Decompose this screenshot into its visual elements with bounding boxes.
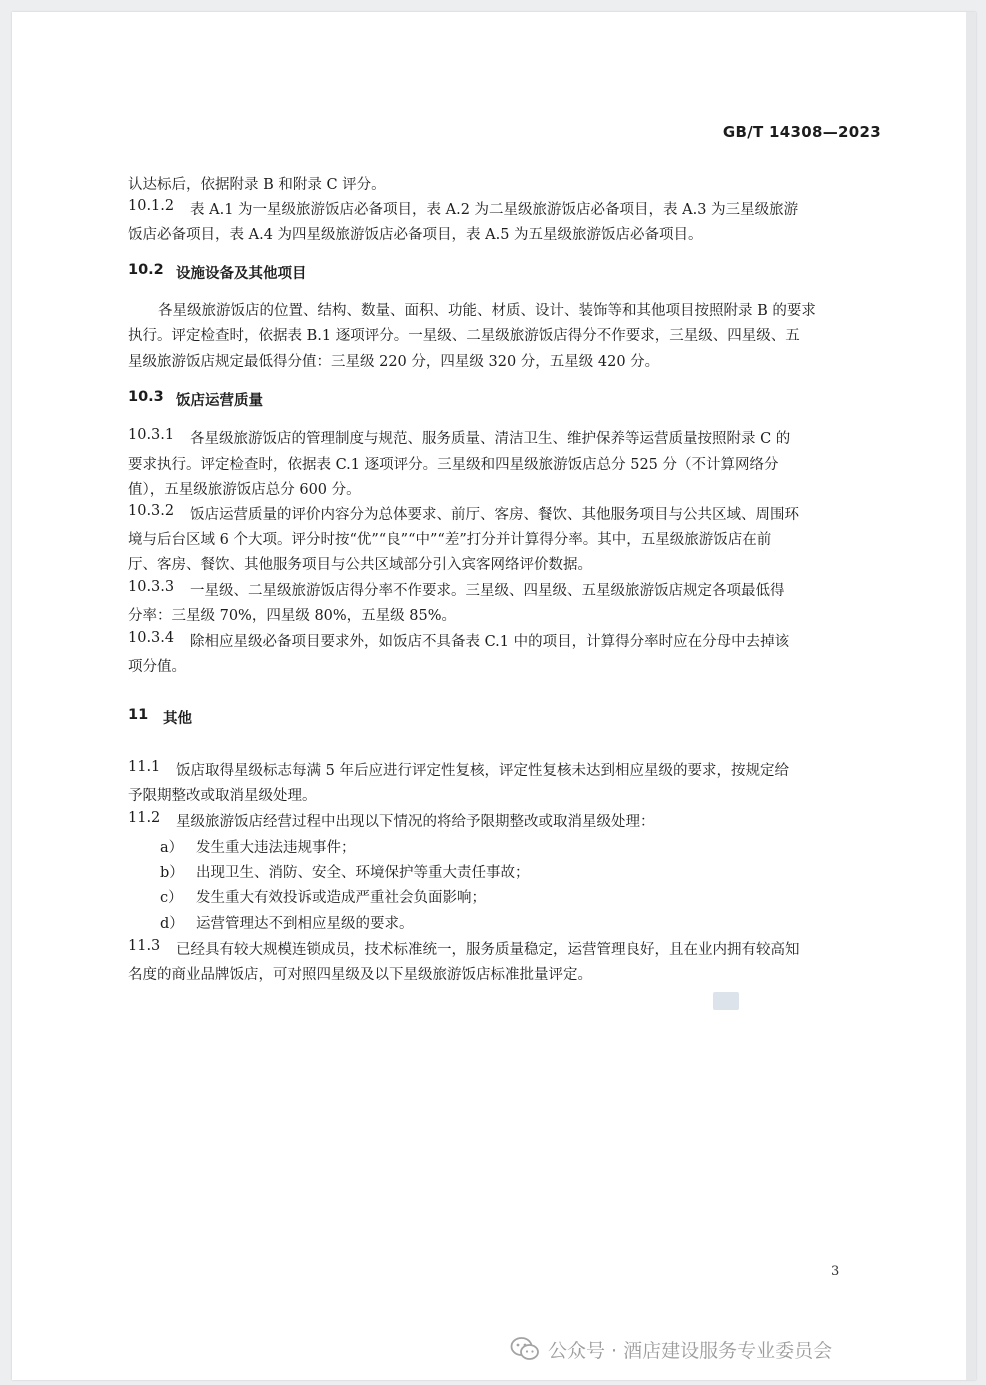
footer-text: 公众号 · 酒店建设服务专业委员会 xyxy=(548,1339,833,1362)
body-line: 饭店必备项目，表 A.4 为四星级旅游饭店必备项目，表 A.5 为五星级旅游饭店必备项目。 xyxy=(128,227,703,243)
page-number: 3 xyxy=(831,1264,840,1279)
list-item: 运营管理达不到相应星级的要求。 xyxy=(196,916,414,932)
chapter-number: 11 xyxy=(128,707,149,723)
wechat-icon xyxy=(510,1336,540,1362)
body-line: 饭店运营质量的评价内容分为总体要求、前厅、客房、餐饮、其他服务项目与公共区域、周围环 xyxy=(190,507,799,523)
body-line: 认达标后，依据附录 B 和附录 C 评分。 xyxy=(128,177,386,193)
body-line: 各星级旅游饭店的管理制度与规范、服务质量、清洁卫生、维护保养等运营质量按照附录 C 的 xyxy=(190,431,791,447)
clause-number: 10.3.2 xyxy=(128,503,175,519)
body-line: 项分值。 xyxy=(128,659,186,675)
clause-number: 11.3 xyxy=(128,938,161,954)
list-marker: b） xyxy=(160,865,184,881)
clause-number: 11.2 xyxy=(128,810,161,826)
list-item: 发生重大违法违规事件； xyxy=(196,840,356,856)
list-item: 出现卫生、消防、安全、环境保护等重大责任事故； xyxy=(196,865,530,881)
section-number: 10.2 xyxy=(128,262,164,278)
body-line: 境与后台区域 6 个大项。评分时按“优”“良”“中”“差”打分并计算得分率。其中，五星级旅游饭店在前 xyxy=(128,532,772,548)
section-heading: 设施设备及其他项目 xyxy=(176,266,307,282)
list-marker: a） xyxy=(160,840,184,856)
body-line: 要求执行。评定检查时，依据表 C.1 逐项评分。三星级和四星级旅游饭店总分 525 分（不计算网络分 xyxy=(128,457,779,473)
watermark-footer xyxy=(510,1332,832,1366)
body-line: 星级旅游饭店经营过程中出现以下情况的将给予限期整改或取消星级处理： xyxy=(176,814,655,830)
body-line: 已经具有较大规模连锁成员，技术标准统一，服务质量稳定，运营管理良好，且在业内拥有较高知 xyxy=(176,942,800,958)
faint-stamp-mark xyxy=(713,992,739,1010)
body-line: 各星级旅游饭店的位置、结构、数量、面积、功能、材质、设计、装饰等和其他项目按照附录 B 的要求 xyxy=(158,303,816,319)
body-line: 表 A.1 为一星级旅游饭店必备项目，表 A.2 为二星级旅游饭店必备项目，表 A.3 为三星级旅游 xyxy=(190,202,799,218)
chapter-heading: 其他 xyxy=(163,711,192,727)
page-edge xyxy=(966,12,976,1380)
list-item: 发生重大有效投诉或造成严重社会负面影响； xyxy=(196,890,486,906)
clause-number: 10.3.1 xyxy=(128,427,175,443)
section-heading: 饭店运营质量 xyxy=(176,393,263,409)
body-line: 厅、客房、餐饮、其他服务项目与公共区域部分引入宾客网络评价数据。 xyxy=(128,557,592,573)
list-marker: c） xyxy=(160,890,183,906)
list-marker: d） xyxy=(160,916,184,932)
body-line: 一星级、二星级旅游饭店得分率不作要求。三星级、四星级、五星级旅游饭店规定各项最低得 xyxy=(190,583,785,599)
clause-number: 10.3.4 xyxy=(128,630,175,646)
section-number: 10.3 xyxy=(128,389,164,405)
standard-code: GB/T 14308—2023 xyxy=(722,123,881,141)
body-line: 名度的商业品牌饭店，可对照四星级及以下星级旅游饭店标准批量评定。 xyxy=(128,967,592,983)
body-line: 除相应星级必备项目要求外，如饭店不具备表 C.1 中的项目，计算得分率时应在分母中去掉该 xyxy=(190,634,790,650)
body-line: 星级旅游饭店规定最低得分值：三星级 220 分，四星级 320 分，五星级 420 分。 xyxy=(128,354,660,370)
clause-number: 11.1 xyxy=(128,759,161,775)
clause-number: 10.1.2 xyxy=(128,198,175,214)
body-line: 饭店取得星级标志每满 5 年后应进行评定性复核，评定性复核未达到相应星级的要求，按规定给 xyxy=(176,763,789,779)
body-line: 执行。评定检查时，依据表 B.1 逐项评分。一星级、二星级旅游饭店得分不作要求，三星级、四星级、五 xyxy=(128,328,800,344)
body-line: 予限期整改或取消星级处理。 xyxy=(128,788,317,804)
clause-number: 10.3.3 xyxy=(128,579,175,595)
body-line: 分率：三星级 70%，四星级 80%，五星级 85%。 xyxy=(128,608,457,624)
body-line: 值），五星级旅游饭店总分 600 分。 xyxy=(128,482,361,498)
